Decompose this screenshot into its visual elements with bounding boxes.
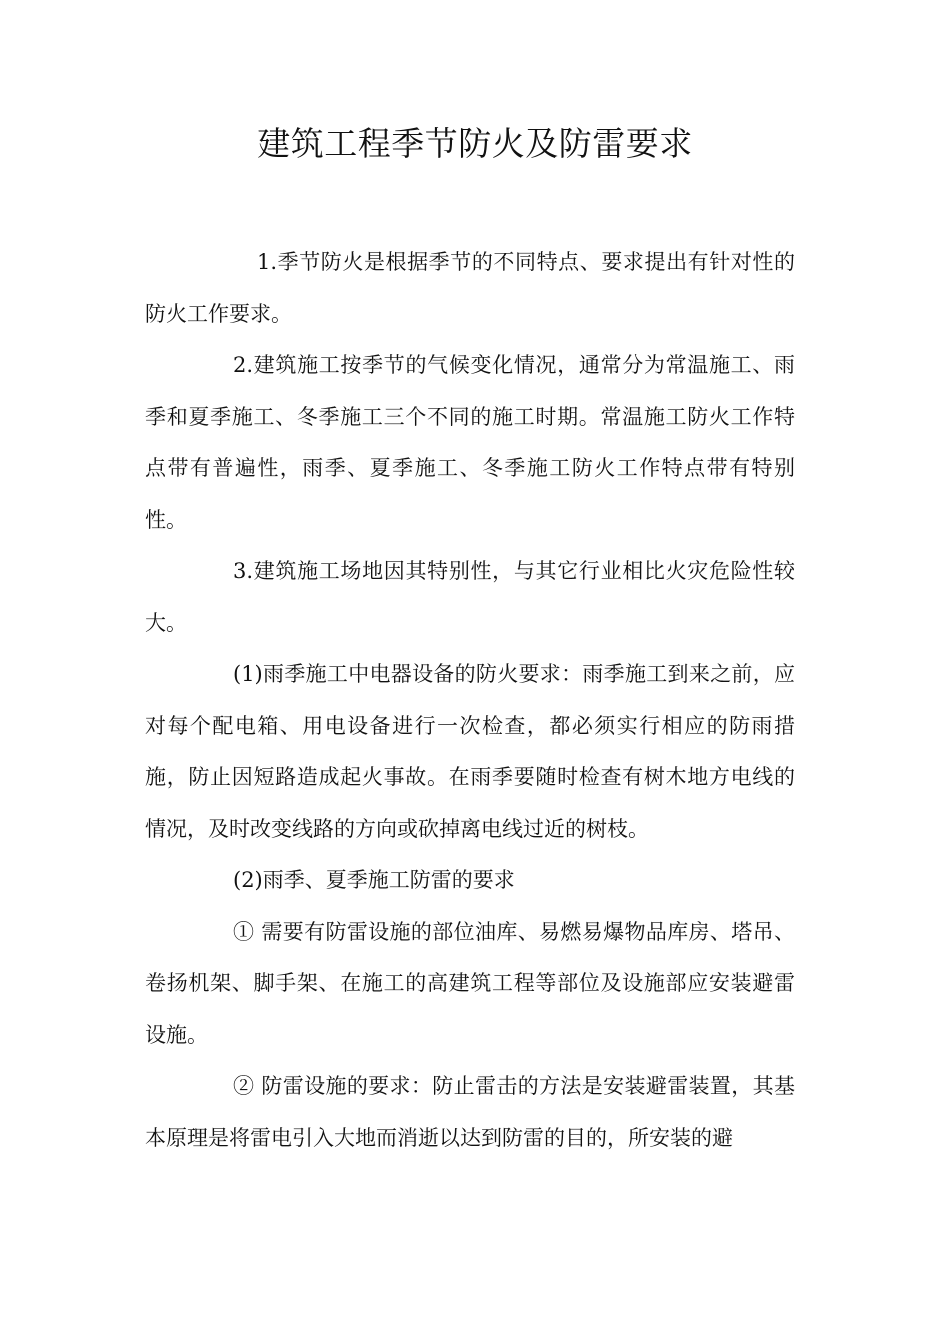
document-title: 建筑工程季节防火及防雷要求	[257, 124, 693, 163]
paragraph-2: 2.建筑施工按季节的气候变化情况，通常分为常温施工、雨季和夏季施工、冬季施工三个不同的施工时期。常温施工防火工作特点带有普遍性，雨季、夏季施工、冬季施工防火工作特点带有特别性。	[145, 353, 795, 532]
paragraph-5: (2)雨季、夏季施工防雷的要求	[233, 868, 515, 892]
paragraph-3: 3.建筑施工场地因其特别性，与其它行业相比火灾危险性较大。	[145, 559, 795, 635]
paragraph-6: ① 需要有防雷设施的部位油库、易燃易爆物品库房、塔吊、卷扬机架、脚手架、在施工的高建筑工程等部位及设施部应安装避雷设施。	[145, 919, 795, 1047]
paragraph-7: ② 防雷设施的要求：防止雷击的方法是安装避雷装置，其基本原理是将雷电引入大地而消逝以达到防雷的目的，所安装的避	[145, 1074, 795, 1150]
paragraph-1: 1.季节防火是根据季节的不同特点、要求提出有针对性的防火工作要求。	[145, 250, 795, 326]
paragraph-4: (1)雨季施工中电器设备的防火要求：雨季施工到来之前，应对每个配电箱、用电设备进行一次检查，都必须实行相应的防雨措施，防止因短路造成起火事故。在雨季要随时检查有树木地方电线的情况，及时改变线路的方向或砍掉离电线过近的树枝。	[145, 662, 795, 841]
document-body	[145, 237, 795, 1164]
